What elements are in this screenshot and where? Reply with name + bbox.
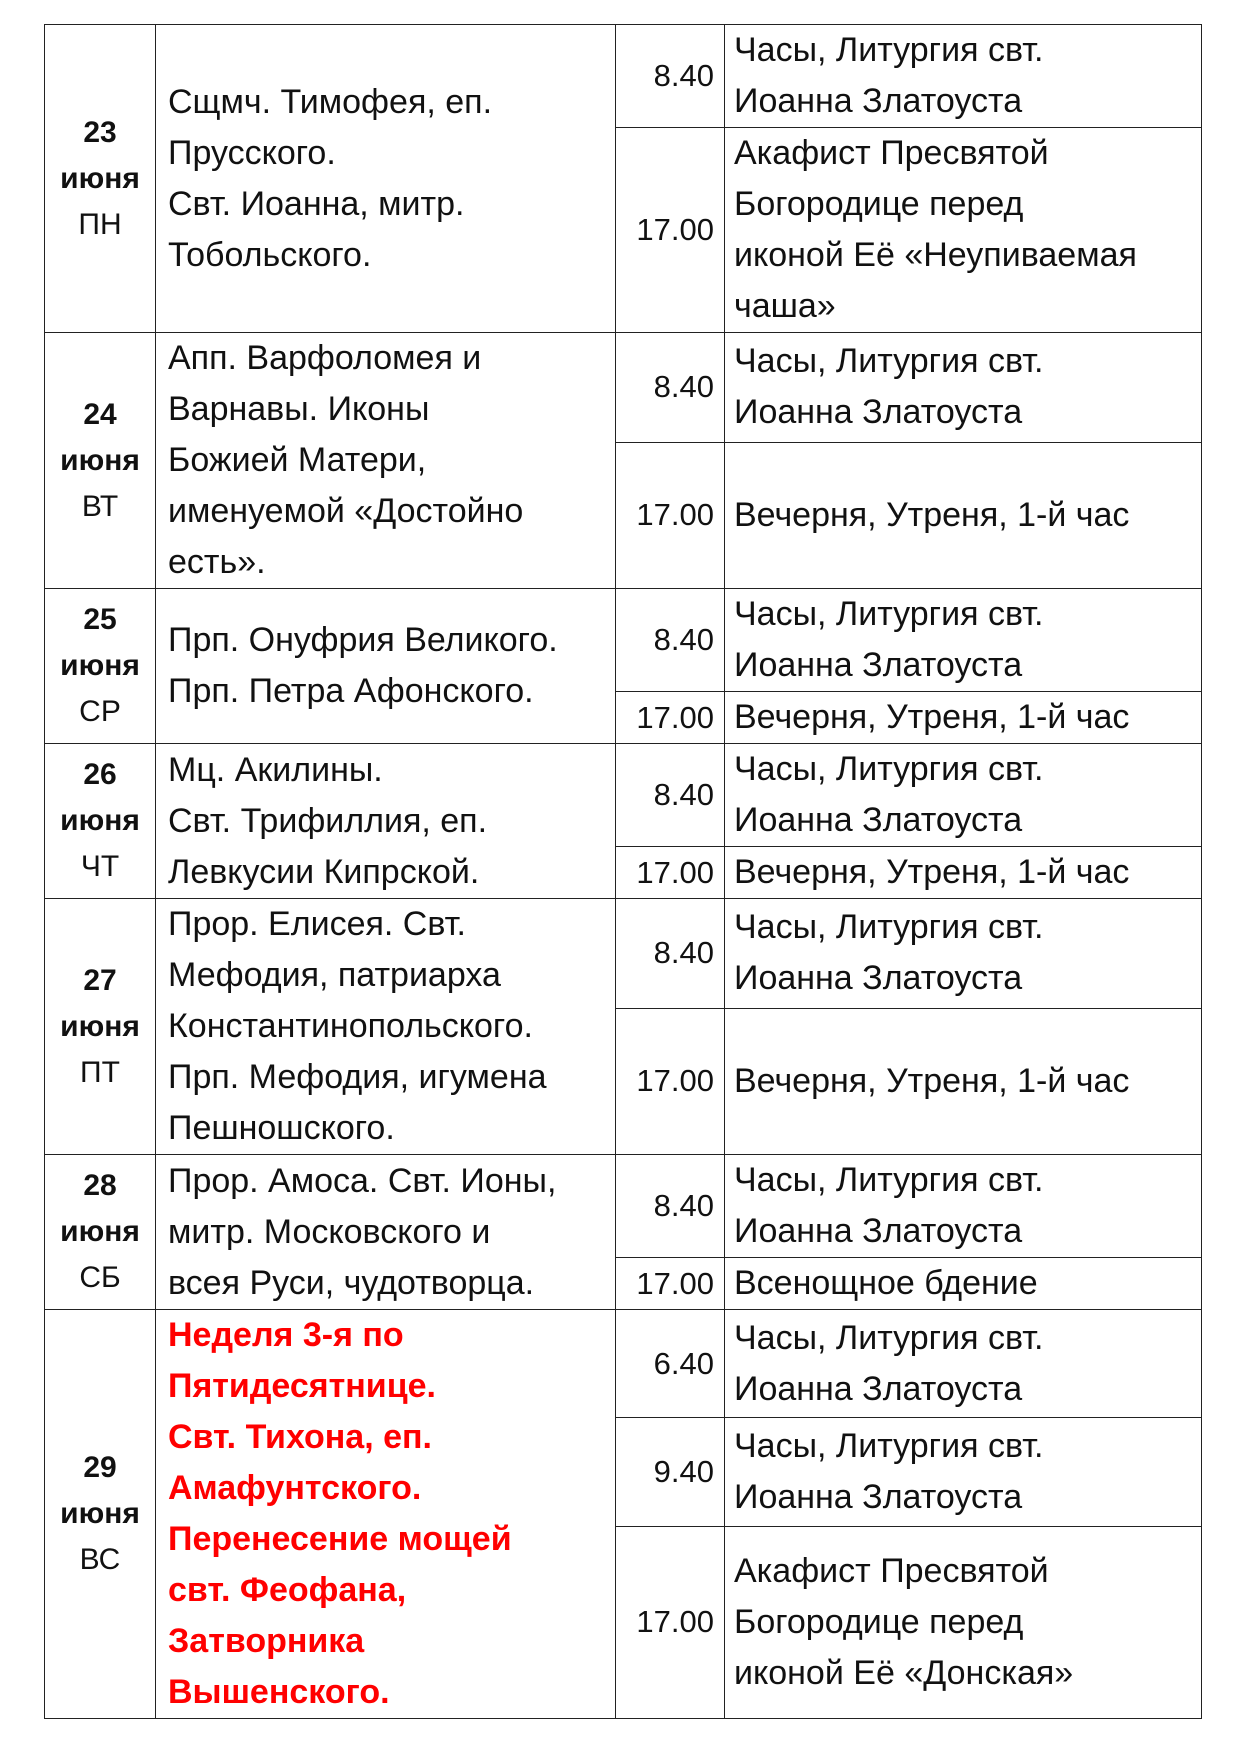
service-line: Часы, Литургия свт. [734, 342, 1044, 381]
service-line: Богородице перед [734, 1602, 1024, 1641]
weekday: ВТ [81, 489, 119, 523]
day-number: 26 [83, 758, 117, 791]
saint-line: Вышенского. [168, 1673, 390, 1711]
service-time: 8.40 [616, 899, 725, 1009]
saint-line: Прусского. [168, 133, 336, 172]
date-cell [45, 1310, 156, 1719]
day-row-26 [45, 744, 1202, 847]
saint-line: Прор. Амоса. Свт. Ионы, [168, 1161, 557, 1200]
service-line: Иоанна Златоуста [734, 959, 1023, 998]
saint-line: Прп. Онуфрия Великого. [168, 621, 558, 659]
service-time: 17.00 [616, 128, 725, 333]
day-row-28 [45, 1155, 1202, 1258]
saints-cell [156, 333, 616, 589]
month-name: июня [60, 1215, 140, 1248]
service-line: Иоанна Златоуста [734, 646, 1023, 684]
service-line: Всенощное бдение [734, 1264, 1038, 1302]
service-cell [725, 442, 1202, 588]
service-cell [725, 1008, 1202, 1154]
service-line: иконой Её «Донская» [734, 1653, 1074, 1692]
service-line: Часы, Литургия свт. [734, 31, 1044, 69]
saint-line: Тобольского. [168, 235, 372, 274]
date-cell [45, 333, 156, 589]
saint-line: Свт. Тихона, еп. [168, 1418, 432, 1456]
service-time: 6.40 [616, 1310, 725, 1418]
service-line: Вечерня, Утреня, 1-й час [734, 1061, 1130, 1100]
service-cell [725, 1418, 1202, 1526]
saint-line: Константинопольского. [168, 1007, 533, 1045]
saint-line: Прп. Мефодия, игумена [168, 1058, 547, 1096]
saint-line: митр. Московского и [168, 1212, 491, 1251]
date-cell [45, 25, 156, 333]
service-cell [725, 1526, 1202, 1718]
service-line: Иоанна Златоуста [734, 801, 1023, 839]
service-line: Акафист Пресвятой [734, 1551, 1049, 1590]
month-name: июня [60, 804, 140, 837]
day-row-23 [45, 25, 1202, 128]
saint-line: Божией Матери, [168, 441, 427, 479]
service-time: 8.40 [616, 333, 725, 443]
saints-cell [156, 589, 616, 744]
service-time: 8.40 [616, 589, 725, 692]
service-cell [725, 692, 1202, 744]
saint-line: Апп. Варфоломея и [168, 339, 482, 377]
saint-line: Левкусии Кипрской. [168, 852, 480, 891]
service-line: Иоанна Златоуста [734, 1369, 1023, 1408]
month-name: июня [60, 161, 140, 195]
day-number: 24 [83, 397, 117, 431]
day-number: 25 [83, 603, 117, 636]
service-time: 8.40 [616, 25, 725, 128]
service-line: Часы, Литургия свт. [734, 750, 1044, 788]
service-line: Иоанна Златоуста [734, 393, 1023, 432]
service-time: 17.00 [616, 1008, 725, 1154]
saint-line: Варнавы. Иконы [168, 390, 430, 428]
date-cell [45, 589, 156, 744]
service-line: Часы, Литургия свт. [734, 1426, 1044, 1465]
service-cell [725, 899, 1202, 1009]
saint-line: Сщмч. Тимофея, еп. [168, 82, 493, 121]
feast-saints-cell [156, 1310, 616, 1719]
service-line: Богородице перед [734, 185, 1024, 223]
service-line: Часы, Литургия свт. [734, 1318, 1044, 1357]
saint-line: Пешношского. [168, 1109, 395, 1147]
saint-line: Перенесение мощей [168, 1520, 512, 1558]
service-line: Иоанна Златоуста [734, 1212, 1023, 1250]
service-cell [725, 847, 1202, 899]
service-cell [725, 589, 1202, 692]
saint-line: именуемой «Достойно [168, 492, 524, 530]
day-number: 27 [83, 963, 117, 997]
saint-line: Амафунтского. [168, 1469, 422, 1507]
day-number: 28 [83, 1169, 117, 1202]
service-line: Часы, Литургия свт. [734, 595, 1044, 633]
service-line: Акафист Пресвятой [734, 134, 1049, 172]
day-number: 23 [83, 115, 117, 149]
saint-line: Неделя 3-я по [168, 1316, 404, 1354]
service-cell [725, 25, 1202, 128]
saint-line: есть». [168, 543, 266, 581]
service-line: Вечерня, Утреня, 1-й час [734, 495, 1130, 534]
service-line: Часы, Литургия свт. [734, 908, 1044, 947]
saints-cell [156, 744, 616, 899]
weekday: СБ [79, 1261, 121, 1294]
day-row-29 [45, 1310, 1202, 1418]
saint-line: всея Руси, чудотворца. [168, 1263, 535, 1302]
saint-line: Мц. Акилины. [168, 750, 383, 789]
month-name: июня [60, 1009, 140, 1043]
service-time: 8.40 [616, 1155, 725, 1258]
saint-line: свт. Феофана, [168, 1571, 407, 1609]
date-cell [45, 1155, 156, 1310]
service-line: иконой Её «Неупиваемая [734, 236, 1137, 274]
service-cell [725, 1258, 1202, 1310]
date-cell [45, 744, 156, 899]
day-row-24 [45, 333, 1202, 443]
saints-cell [156, 899, 616, 1155]
weekday: ЧТ [80, 850, 120, 883]
service-time: 17.00 [616, 442, 725, 588]
service-line: Часы, Литургия свт. [734, 1161, 1044, 1199]
service-line: чаша» [734, 287, 836, 325]
saints-cell [156, 1155, 616, 1310]
day-number: 29 [83, 1451, 117, 1484]
schedule-table [44, 24, 1202, 1719]
service-time: 17.00 [616, 1258, 725, 1310]
month-name: июня [60, 649, 140, 682]
month-name: июня [60, 443, 140, 477]
weekday: ПТ [80, 1055, 120, 1089]
service-line: Иоанна Златоуста [734, 82, 1023, 120]
service-cell [725, 1310, 1202, 1418]
service-cell [725, 333, 1202, 443]
service-line: Вечерня, Утреня, 1-й час [734, 853, 1130, 891]
service-cell [725, 744, 1202, 847]
service-time: 17.00 [616, 692, 725, 744]
service-time: 9.40 [616, 1418, 725, 1526]
saint-line: Прп. Петра Афонского. [168, 672, 534, 710]
saint-line: Затворника [168, 1622, 365, 1660]
service-time: 8.40 [616, 744, 725, 847]
saint-line: Прор. Елисея. Свт. [168, 905, 466, 943]
saints-cell [156, 25, 616, 333]
service-line: Вечерня, Утреня, 1-й час [734, 698, 1130, 736]
saint-line: Свт. Трифиллия, еп. [168, 801, 488, 840]
service-line: Иоанна Златоуста [734, 1477, 1023, 1516]
day-row-27 [45, 899, 1202, 1009]
saint-line: Мефодия, патриарха [168, 956, 501, 994]
service-time: 17.00 [616, 1526, 725, 1718]
month-name: июня [60, 1497, 140, 1530]
weekday: ВС [79, 1543, 121, 1576]
service-cell [725, 128, 1202, 333]
day-row-25 [45, 589, 1202, 692]
service-time: 17.00 [616, 847, 725, 899]
saint-line: Пятидесятнице. [168, 1367, 436, 1405]
weekday: СР [79, 695, 121, 728]
saint-line: Свт. Иоанна, митр. [168, 184, 465, 223]
date-cell [45, 899, 156, 1155]
service-cell [725, 1155, 1202, 1258]
weekday: ПН [78, 207, 122, 241]
